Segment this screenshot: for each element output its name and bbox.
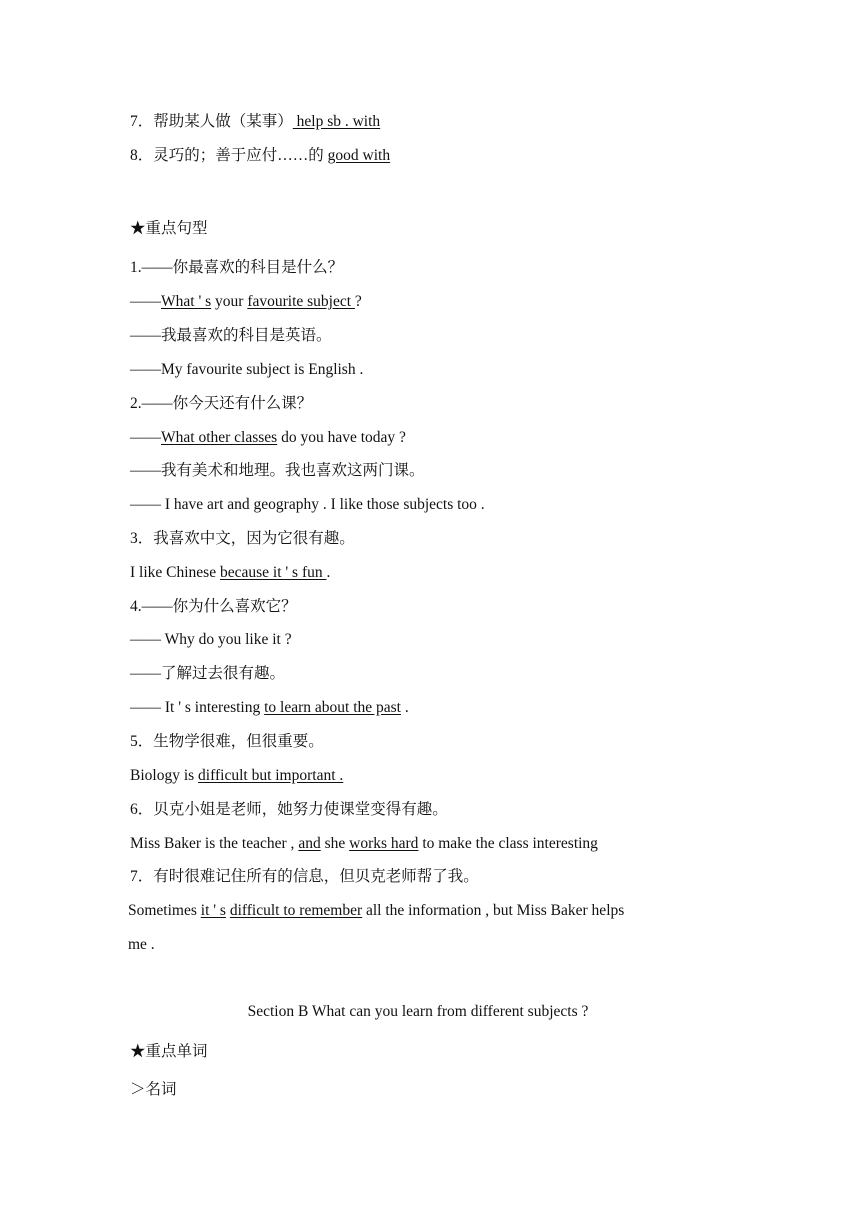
sentence-4-reply-en — [130, 698, 409, 718]
section-b-title: Section B What can you learn from different subjects ? — [247, 1003, 589, 1020]
sentence-1-reply-en: ——My favourite subject is English . — [130, 361, 364, 378]
blank-answer: it ' s — [200, 902, 226, 919]
dash: —— — [130, 293, 161, 310]
text: do you have today ? — [277, 429, 406, 446]
blank-answer: to learn about the past — [264, 699, 401, 716]
phrase-label: 8．灵巧的；善于应付……的 — [130, 147, 328, 164]
sentence-2-reply-cn: ——我有美术和地理。我也喜欢这两门课。 — [130, 462, 425, 479]
blank-answer: because it ' s fun — [219, 564, 327, 581]
phrase-label: 7．帮助某人做（某事） — [130, 113, 293, 130]
blank-answer: favourite subject — [247, 293, 355, 310]
sentence-7-question: 7．有时很难记住所有的信息，但贝克老师帮了我。 — [130, 868, 479, 885]
sentence-2-question: 2.——你今天还有什么课？ — [130, 395, 313, 412]
blank-answer: What other classes — [161, 429, 278, 446]
section-heading-sentences: ★重点句型 — [130, 220, 208, 237]
dash: —— — [130, 429, 161, 446]
text: she — [320, 835, 350, 852]
text: I like Chinese — [130, 564, 220, 581]
sentence-2-answer — [130, 428, 406, 448]
phrase-answer: help sb . with — [292, 113, 381, 130]
text: . — [326, 564, 331, 581]
sentence-6-answer — [130, 834, 598, 854]
sentence-4-answer: —— Why do you like it ? — [130, 631, 292, 648]
sentence-7-answer-continued: me . — [128, 936, 155, 953]
sentence-6-question: 6．贝克小姐是老师，她努力使课堂变得有趣。 — [130, 801, 448, 818]
text: your — [211, 293, 248, 310]
nouns-subheading: ＞名词 — [130, 1081, 177, 1098]
text: to make the class interesting — [418, 835, 598, 852]
sentence-4-reply-cn: ——了解过去很有趣。 — [130, 665, 286, 682]
phrase-item-7 — [130, 112, 380, 132]
sentence-1-question: 1.——你最喜欢的科目是什么？ — [130, 259, 344, 276]
blank-answer: What ' s — [161, 293, 212, 310]
phrase-answer: good with — [327, 147, 391, 164]
text: Biology is — [130, 767, 199, 784]
blank-answer: and — [298, 835, 321, 852]
blank-answer: works hard — [349, 835, 419, 852]
phrase-item-8 — [130, 146, 390, 166]
text: ? — [354, 293, 362, 310]
sentence-5-answer — [130, 766, 343, 786]
text: all the information , but Miss Baker helps — [362, 902, 625, 919]
sentence-1-reply-cn: ——我最喜欢的科目是英语。 — [130, 327, 332, 344]
sentence-3-answer — [130, 563, 330, 583]
sentence-5-question: 5．生物学很难，但很重要。 — [130, 733, 324, 750]
section-heading-words: ★重点单词 — [130, 1043, 208, 1060]
sentence-4-question: 4.——你为什么喜欢它？ — [130, 598, 297, 615]
sentence-2-reply-en: —— I have art and geography . I like those subjects too . — [130, 496, 485, 513]
blank-answer: difficult to remember — [229, 902, 363, 919]
sentence-3-question: 3．我喜欢中文，因为它很有趣。 — [130, 530, 355, 547]
sentence-7-answer — [128, 901, 624, 921]
text: —— It ' s interesting — [130, 699, 265, 716]
text: Sometimes — [128, 902, 201, 919]
sentence-1-answer — [130, 292, 362, 312]
text: Miss Baker is the teacher , — [130, 835, 299, 852]
text: . — [400, 699, 409, 716]
blank-answer: difficult but important . — [198, 767, 344, 784]
